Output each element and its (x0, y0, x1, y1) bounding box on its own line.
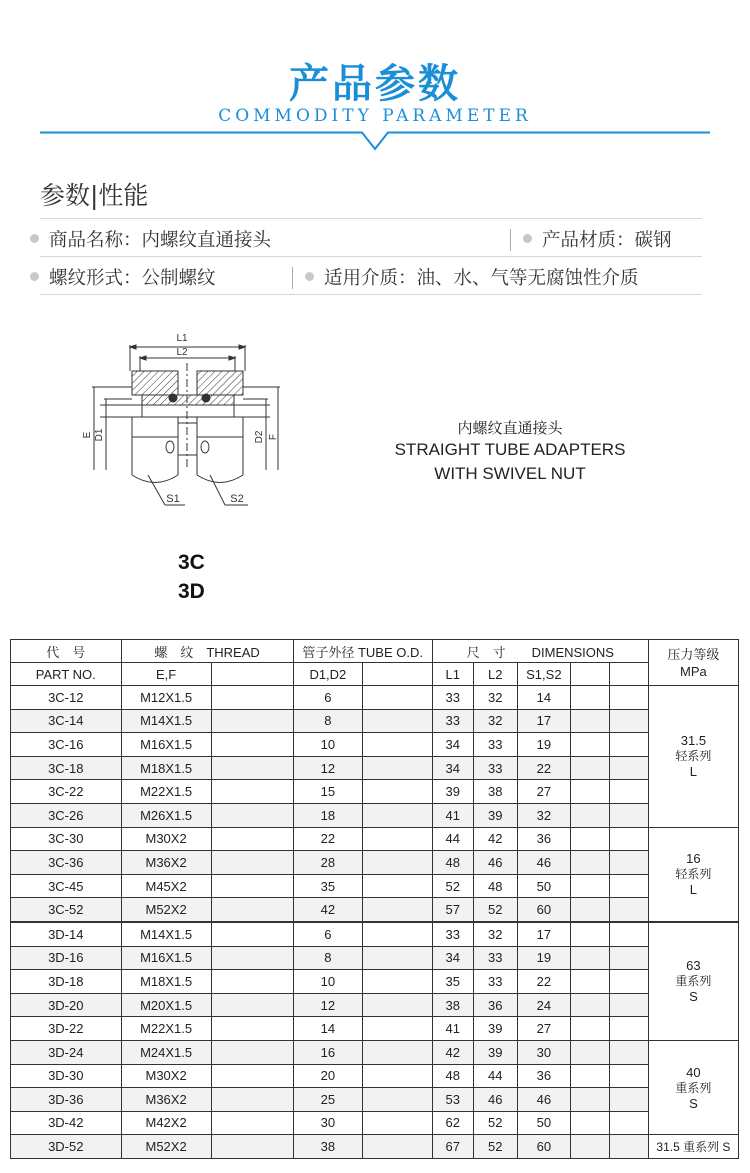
cell-empty (211, 1040, 293, 1064)
cell-empty (570, 756, 609, 780)
cell-tube-od: 25 (293, 1088, 363, 1112)
cell-empty (570, 1064, 609, 1088)
cell-l2: 32 (473, 686, 517, 710)
header-pressure: 压力等级 MPa (648, 640, 738, 686)
cell-empty (363, 1017, 433, 1041)
cell-empty (211, 1088, 293, 1112)
svg-text:E: E (82, 431, 93, 439)
cell-l2: 39 (473, 1040, 517, 1064)
cell-thread: M12X1.5 (121, 686, 211, 710)
cell-empty (363, 874, 433, 898)
header-s1s2: S1,S2 (517, 663, 570, 686)
cell-empty (363, 827, 433, 851)
cell-empty (609, 851, 648, 875)
table-row (11, 1111, 739, 1135)
cell-l2: 46 (473, 1088, 517, 1112)
cell-l2: 52 (473, 1111, 517, 1135)
cell-l1: 33 (432, 709, 473, 733)
cell-thread: M16X1.5 (121, 946, 211, 970)
cell-s1s2: 27 (517, 1017, 570, 1041)
cell-thread: M24X1.5 (121, 1040, 211, 1064)
attr-thread-form: 螺纹形式：公制螺纹 (30, 264, 216, 290)
table-row (11, 851, 739, 875)
cell-tube-od: 6 (293, 922, 363, 946)
cell-l2: 38 (473, 780, 517, 804)
bullet-icon (523, 234, 532, 243)
cell-empty (211, 827, 293, 851)
cell-empty (211, 946, 293, 970)
cell-empty (609, 1111, 648, 1135)
cell-l2: 33 (473, 756, 517, 780)
cell-part-no: 3C-30 (11, 827, 122, 851)
cell-part-no: 3C-36 (11, 851, 122, 875)
header-divider (40, 131, 710, 155)
cell-tube-od: 38 (293, 1135, 363, 1159)
cell-l2: 52 (473, 1135, 517, 1159)
attr-material: 产品材质：碳钢 (523, 226, 672, 252)
cell-empty (363, 709, 433, 733)
cell-empty (609, 874, 648, 898)
cell-empty (211, 756, 293, 780)
cell-empty (609, 686, 648, 710)
table-row (11, 709, 739, 733)
cell-s1s2: 19 (517, 733, 570, 757)
page-title: 产品参数 (289, 61, 461, 107)
cell-l2: 39 (473, 1017, 517, 1041)
table-row (11, 1064, 739, 1088)
cell-empty (363, 970, 433, 994)
table-row (11, 1088, 739, 1112)
cell-l1: 34 (432, 946, 473, 970)
table-row (11, 1017, 739, 1041)
cell-empty (363, 686, 433, 710)
attr-separator (510, 229, 511, 251)
header-l1: L1 (432, 663, 473, 686)
cell-empty (570, 827, 609, 851)
svg-text:F: F (268, 433, 279, 441)
cell-empty (211, 898, 293, 922)
cell-thread: M14X1.5 (121, 709, 211, 733)
cell-part-no: 3D-22 (11, 1017, 122, 1041)
bullet-icon (30, 272, 39, 281)
table-row (11, 898, 739, 922)
cell-thread: M30X2 (121, 1064, 211, 1088)
cell-tube-od: 16 (293, 1040, 363, 1064)
cell-l2: 52 (473, 898, 517, 922)
table-row (11, 803, 739, 827)
cell-thread: M42X2 (121, 1111, 211, 1135)
cell-l1: 41 (432, 1017, 473, 1041)
cell-l2: 32 (473, 922, 517, 946)
cell-empty (570, 1040, 609, 1064)
spec-table (10, 639, 739, 1159)
cell-part-no: 3C-12 (11, 686, 122, 710)
cell-empty (609, 1040, 648, 1064)
cell-s1s2: 36 (517, 827, 570, 851)
cell-empty (363, 1088, 433, 1112)
cell-s1s2: 50 (517, 1111, 570, 1135)
svg-text:D1: D1 (94, 428, 105, 442)
cell-thread: M36X2 (121, 851, 211, 875)
cell-l1: 41 (432, 803, 473, 827)
cell-empty (609, 922, 648, 946)
cell-tube-od: 22 (293, 827, 363, 851)
cell-s1s2: 46 (517, 1088, 570, 1112)
cell-empty (363, 946, 433, 970)
cell-l1: 52 (432, 874, 473, 898)
cell-l1: 34 (432, 733, 473, 757)
cell-empty (363, 851, 433, 875)
cell-empty (211, 922, 293, 946)
cell-part-no: 3D-14 (11, 922, 122, 946)
page-subtitle: COMMODITY PARAMETER (218, 106, 532, 126)
cell-tube-od: 8 (293, 946, 363, 970)
technical-drawing (70, 325, 300, 515)
cell-thread: M26X1.5 (121, 803, 211, 827)
cell-empty (363, 1064, 433, 1088)
cell-empty (570, 1111, 609, 1135)
cell-tube-od: 15 (293, 780, 363, 804)
header-thread: 螺 纹 THREAD (121, 640, 293, 663)
section-divider (40, 218, 702, 219)
svg-text:S2: S2 (230, 493, 244, 505)
table-header-row (11, 640, 739, 663)
cell-thread: M16X1.5 (121, 733, 211, 757)
cell-tube-od: 10 (293, 970, 363, 994)
cell-thread: M36X2 (121, 1088, 211, 1112)
cell-empty (570, 1017, 609, 1041)
cell-part-no: 3D-52 (11, 1135, 122, 1159)
cell-tube-od: 12 (293, 993, 363, 1017)
cell-empty (570, 1088, 609, 1112)
cell-empty (609, 803, 648, 827)
cell-empty (363, 756, 433, 780)
cell-tube-od: 30 (293, 1111, 363, 1135)
cell-empty (609, 709, 648, 733)
cell-empty (211, 970, 293, 994)
cell-l2: 33 (473, 946, 517, 970)
cell-part-no: 3C-52 (11, 898, 122, 922)
table-row (11, 922, 739, 946)
cell-thread: M20X1.5 (121, 993, 211, 1017)
table-row (11, 686, 739, 710)
cell-l2: 44 (473, 1064, 517, 1088)
header-ef: E,F (121, 663, 211, 686)
cell-l1: 38 (432, 993, 473, 1017)
cell-l2: 42 (473, 827, 517, 851)
cell-l1: 62 (432, 1111, 473, 1135)
cell-l1: 57 (432, 898, 473, 922)
cell-s1s2: 60 (517, 1135, 570, 1159)
cell-empty (570, 946, 609, 970)
cell-l1: 44 (432, 827, 473, 851)
table-row (11, 993, 739, 1017)
table-row (11, 756, 739, 780)
series-code-3d: 3D (178, 580, 205, 603)
cell-empty (570, 922, 609, 946)
cell-tube-od: 42 (293, 898, 363, 922)
cell-thread: M22X1.5 (121, 780, 211, 804)
cell-s1s2: 36 (517, 1064, 570, 1088)
cell-empty (609, 1064, 648, 1088)
cell-tube-od: 14 (293, 1017, 363, 1041)
table-row (11, 1040, 739, 1064)
cell-l1: 42 (432, 1040, 473, 1064)
cell-l1: 67 (432, 1135, 473, 1159)
cell-empty (211, 1111, 293, 1135)
cell-pressure-grade: 63 重系列 S (648, 922, 738, 1040)
cell-part-no: 3C-18 (11, 756, 122, 780)
cell-empty (363, 1040, 433, 1064)
cell-thread: M52X2 (121, 1135, 211, 1159)
series-code-3c: 3C (178, 551, 205, 574)
cell-empty (570, 803, 609, 827)
cell-s1s2: 27 (517, 780, 570, 804)
cell-part-no: 3C-14 (11, 709, 122, 733)
cell-l1: 53 (432, 1088, 473, 1112)
cell-empty (211, 803, 293, 827)
cell-empty (609, 1135, 648, 1159)
header-dimensions: 尺 寸 DIMENSIONS (432, 640, 648, 663)
header-code: 代 号 (11, 640, 122, 663)
cell-empty (211, 686, 293, 710)
cell-thread: M52X2 (121, 898, 211, 922)
cell-s1s2: 14 (517, 686, 570, 710)
drawing-caption-cn: 内螺纹直通接头 (457, 420, 563, 437)
cell-empty (211, 993, 293, 1017)
cell-empty (570, 1135, 609, 1159)
cell-tube-od: 28 (293, 851, 363, 875)
cell-empty (570, 709, 609, 733)
cell-empty (363, 1135, 433, 1159)
attr-divider (40, 256, 702, 257)
cell-empty (211, 780, 293, 804)
svg-text:D2: D2 (254, 430, 265, 444)
attr-separator (292, 267, 293, 289)
cell-tube-od: 20 (293, 1064, 363, 1088)
cell-empty (609, 827, 648, 851)
cell-empty (570, 874, 609, 898)
cell-empty (570, 686, 609, 710)
cell-part-no: 3C-22 (11, 780, 122, 804)
cell-part-no: 3C-16 (11, 733, 122, 757)
cell-part-no: 3D-42 (11, 1111, 122, 1135)
cell-empty (363, 780, 433, 804)
cell-empty (211, 1135, 293, 1159)
cell-pressure-grade: 16 轻系列 L (648, 827, 738, 922)
cell-l2: 36 (473, 993, 517, 1017)
attr-product-name: 商品名称：内螺纹直通接头 (30, 226, 271, 252)
bullet-icon (30, 234, 39, 243)
cell-s1s2: 22 (517, 970, 570, 994)
cell-empty (570, 851, 609, 875)
table-row (11, 970, 739, 994)
cell-tube-od: 8 (293, 709, 363, 733)
cell-empty (211, 874, 293, 898)
cell-part-no: 3D-18 (11, 970, 122, 994)
cell-s1s2: 50 (517, 874, 570, 898)
cell-l2: 46 (473, 851, 517, 875)
cell-empty (570, 733, 609, 757)
cell-tube-od: 35 (293, 874, 363, 898)
cell-empty (211, 709, 293, 733)
table-subheader-row (11, 663, 739, 686)
cell-part-no: 3C-45 (11, 874, 122, 898)
cell-l2: 32 (473, 709, 517, 733)
cell-l2: 39 (473, 803, 517, 827)
cell-empty (609, 970, 648, 994)
cell-tube-od: 6 (293, 686, 363, 710)
cell-tube-od: 18 (293, 803, 363, 827)
cell-empty (363, 898, 433, 922)
table-row (11, 1135, 739, 1159)
cell-s1s2: 60 (517, 898, 570, 922)
attr-divider (40, 294, 702, 295)
cell-s1s2: 19 (517, 946, 570, 970)
cell-empty (211, 733, 293, 757)
cell-part-no: 3D-24 (11, 1040, 122, 1064)
cell-part-no: 3C-26 (11, 803, 122, 827)
drawing-caption-en-1: STRAIGHT TUBE ADAPTERS (394, 440, 626, 459)
attr-medium: 适用介质：油、水、气等无腐蚀性介质 (305, 264, 639, 290)
cell-part-no: 3D-36 (11, 1088, 122, 1112)
cell-empty (211, 851, 293, 875)
cell-empty (609, 733, 648, 757)
table-row (11, 780, 739, 804)
header-partno: PART NO. (11, 663, 122, 686)
drawing-caption-en-2: WITH SWIVEL NUT (434, 464, 586, 483)
cell-thread: M22X1.5 (121, 1017, 211, 1041)
svg-text:L2: L2 (176, 347, 188, 358)
cell-l2: 33 (473, 733, 517, 757)
cell-l1: 39 (432, 780, 473, 804)
cell-tube-od: 10 (293, 733, 363, 757)
cell-part-no: 3D-30 (11, 1064, 122, 1088)
cell-l1: 35 (432, 970, 473, 994)
cell-s1s2: 30 (517, 1040, 570, 1064)
cell-empty (363, 803, 433, 827)
cell-s1s2: 32 (517, 803, 570, 827)
cell-thread: M18X1.5 (121, 970, 211, 994)
cell-l1: 48 (432, 851, 473, 875)
cell-empty (363, 993, 433, 1017)
cell-thread: M18X1.5 (121, 756, 211, 780)
header-d1d2: D1,D2 (293, 663, 363, 686)
cell-s1s2: 46 (517, 851, 570, 875)
cell-empty (609, 756, 648, 780)
cell-tube-od: 12 (293, 756, 363, 780)
table-row (11, 827, 739, 851)
header-l2: L2 (473, 663, 517, 686)
cell-empty (609, 780, 648, 804)
cell-empty (211, 1017, 293, 1041)
cell-empty (363, 922, 433, 946)
cell-thread: M14X1.5 (121, 922, 211, 946)
cell-thread: M30X2 (121, 827, 211, 851)
cell-empty (609, 1017, 648, 1041)
cell-pressure-grade: 40 重系列 S (648, 1040, 738, 1134)
cell-empty (570, 780, 609, 804)
section-title: 参数|性能 (40, 181, 149, 210)
cell-part-no: 3D-16 (11, 946, 122, 970)
cell-pressure-grade: 31.5 重系列 S (648, 1135, 738, 1159)
cell-empty (570, 993, 609, 1017)
cell-l1: 33 (432, 922, 473, 946)
cell-empty (609, 946, 648, 970)
svg-text:S1: S1 (166, 493, 180, 505)
cell-s1s2: 24 (517, 993, 570, 1017)
cell-empty (609, 898, 648, 922)
cell-l2: 48 (473, 874, 517, 898)
cell-s1s2: 17 (517, 922, 570, 946)
svg-text:L1: L1 (176, 333, 188, 344)
header-tube: 管子外径 TUBE O.D. (293, 640, 432, 663)
cell-s1s2: 22 (517, 756, 570, 780)
cell-empty (570, 898, 609, 922)
cell-empty (211, 1064, 293, 1088)
cell-l1: 34 (432, 756, 473, 780)
cell-part-no: 3D-20 (11, 993, 122, 1017)
cell-thread: M45X2 (121, 874, 211, 898)
table-row (11, 733, 739, 757)
cell-empty (363, 733, 433, 757)
cell-s1s2: 17 (517, 709, 570, 733)
cell-empty (363, 1111, 433, 1135)
cell-l1: 33 (432, 686, 473, 710)
table-row (11, 946, 739, 970)
cell-l1: 48 (432, 1064, 473, 1088)
cell-empty (570, 970, 609, 994)
bullet-icon (305, 272, 314, 281)
cell-empty (609, 993, 648, 1017)
cell-l2: 33 (473, 970, 517, 994)
cell-empty (609, 1088, 648, 1112)
table-row (11, 874, 739, 898)
cell-pressure-grade: 31.5 轻系列 L (648, 686, 738, 828)
